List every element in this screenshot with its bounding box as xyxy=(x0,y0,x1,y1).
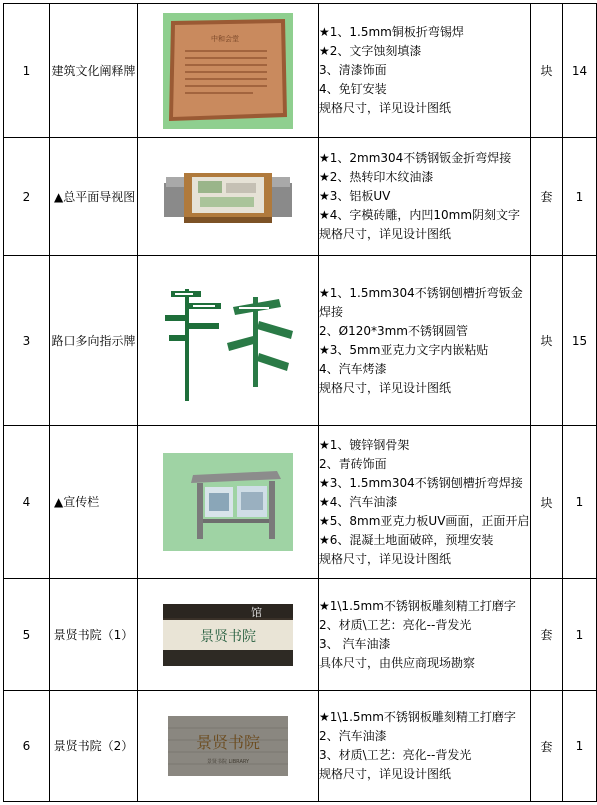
direction-signpost-image xyxy=(153,281,303,401)
row-number: 3 xyxy=(4,256,50,426)
table-row xyxy=(4,579,597,691)
desc-line: ★5、8mm亚克力板UV画面，正面开启 xyxy=(319,513,530,528)
desc-line: ★6、混凝土地面破碎，预埋安装 xyxy=(319,532,494,547)
bulletin-board-image xyxy=(163,453,293,551)
item-description xyxy=(319,426,531,579)
item-unit: 套 xyxy=(531,579,563,691)
desc-line: 2、汽车油漆 xyxy=(319,729,387,743)
item-unit: 块 xyxy=(531,4,563,138)
desc-line: 2、Ø120*3mm不锈钢圆管 xyxy=(319,323,468,338)
item-name: 景贤书院（2） xyxy=(50,691,138,802)
item-unit: 块 xyxy=(531,256,563,426)
desc-line: ★4、字模砖雕，内凹10mm阴刻文字 xyxy=(319,208,521,222)
item-quantity: 1 xyxy=(563,579,597,691)
sign-subtext: 景贤书院 LIBRARY xyxy=(206,759,250,765)
item-unit: 套 xyxy=(531,138,563,256)
item-name: 建筑文化阐释牌 xyxy=(50,4,138,138)
row-number: 4 xyxy=(4,426,50,579)
desc-line: 2、材质\工艺：亮化--背发光 xyxy=(319,617,472,632)
desc-line: ★3、1.5mm304不锈钢刨槽折弯焊接 xyxy=(319,475,523,490)
plaque-title: 中和会堂 xyxy=(211,34,239,43)
spec-table xyxy=(3,3,597,802)
row-number: 6 xyxy=(4,691,50,802)
desc-line: 4、免钉安装 xyxy=(319,82,387,96)
bronze-plaque-image xyxy=(163,13,293,129)
site-map-board-image xyxy=(158,165,298,229)
table-row xyxy=(4,426,597,579)
item-unit: 块 xyxy=(531,426,563,579)
table-row xyxy=(4,256,597,426)
item-quantity: 1 xyxy=(563,138,597,256)
desc-line: 规格尺寸，详见设计图纸 xyxy=(319,551,452,566)
item-quantity: 1 xyxy=(563,691,597,802)
item-description xyxy=(319,579,531,691)
sign-top-char: 馆 xyxy=(251,605,262,619)
table-row xyxy=(4,4,597,138)
desc-line: 规格尺寸，详见设计图纸 xyxy=(319,380,452,395)
desc-line: 3、材质\工艺：亮化--背发光 xyxy=(319,748,472,762)
desc-line: ★1、1.5mm铜板折弯锡焊 xyxy=(319,25,464,39)
item-description xyxy=(319,256,531,426)
desc-line: ★3、5mm亚克力文字内嵌粘贴 xyxy=(319,342,489,357)
item-quantity: 14 xyxy=(563,4,597,138)
desc-line: ★1、2mm304不锈钢钣金折弯焊接 xyxy=(319,151,512,165)
desc-line: ★1、镀锌钢骨架 xyxy=(319,437,410,452)
sign-text: 景贤书院 xyxy=(195,733,261,752)
item-image xyxy=(138,579,319,691)
desc-line: 具体尺寸，由供应商现场勘察 xyxy=(319,655,476,670)
item-quantity: 15 xyxy=(563,256,597,426)
item-image xyxy=(138,4,319,138)
desc-line: 4、汽车烤漆 xyxy=(319,361,387,376)
table-row xyxy=(4,138,597,256)
item-image xyxy=(138,256,319,426)
item-quantity: 1 xyxy=(563,426,597,579)
desc-line: ★3、铝板UV xyxy=(319,189,391,203)
desc-line: ★2、热转印木纹油漆 xyxy=(319,170,434,184)
desc-line: ★1、1.5mm304不锈钢刨槽折弯钣金焊接 xyxy=(319,285,523,319)
desc-line: ★1\1.5mm不锈钢板雕刻精工打磨字 xyxy=(319,710,516,724)
item-name: ▲宣传栏 xyxy=(50,426,138,579)
row-number: 2 xyxy=(4,138,50,256)
item-image xyxy=(138,426,319,579)
academy-wall-sign-image xyxy=(168,716,288,776)
desc-line: ★1\1.5mm不锈钢板雕刻精工打磨字 xyxy=(319,598,516,613)
desc-line: ★2、文字蚀刻填漆 xyxy=(319,44,422,58)
item-image xyxy=(138,138,319,256)
sign-text: 景贤书院 xyxy=(200,628,256,645)
desc-line: 3、 汽车油漆 xyxy=(319,636,391,651)
item-name: 景贤书院（1） xyxy=(50,579,138,691)
desc-line: 3、清漆饰面 xyxy=(319,63,387,77)
row-number: 1 xyxy=(4,4,50,138)
table-row xyxy=(4,691,597,802)
item-name: ▲总平面导视图 xyxy=(50,138,138,256)
row-number: 5 xyxy=(4,579,50,691)
desc-line: 2、青砖饰面 xyxy=(319,456,387,471)
item-name: 路口多向指示牌 xyxy=(50,256,138,426)
item-description xyxy=(319,691,531,802)
item-image xyxy=(138,691,319,802)
desc-line: 规格尺寸，详见设计图纸 xyxy=(319,227,452,241)
desc-line: ★4、汽车油漆 xyxy=(319,494,398,509)
item-unit: 套 xyxy=(531,691,563,802)
item-description xyxy=(319,4,531,138)
desc-line: 规格尺寸，详见设计图纸 xyxy=(319,767,452,781)
item-description xyxy=(319,138,531,256)
desc-line: 规格尺寸，详见设计图纸 xyxy=(319,101,452,115)
academy-sign-photo xyxy=(163,604,293,666)
